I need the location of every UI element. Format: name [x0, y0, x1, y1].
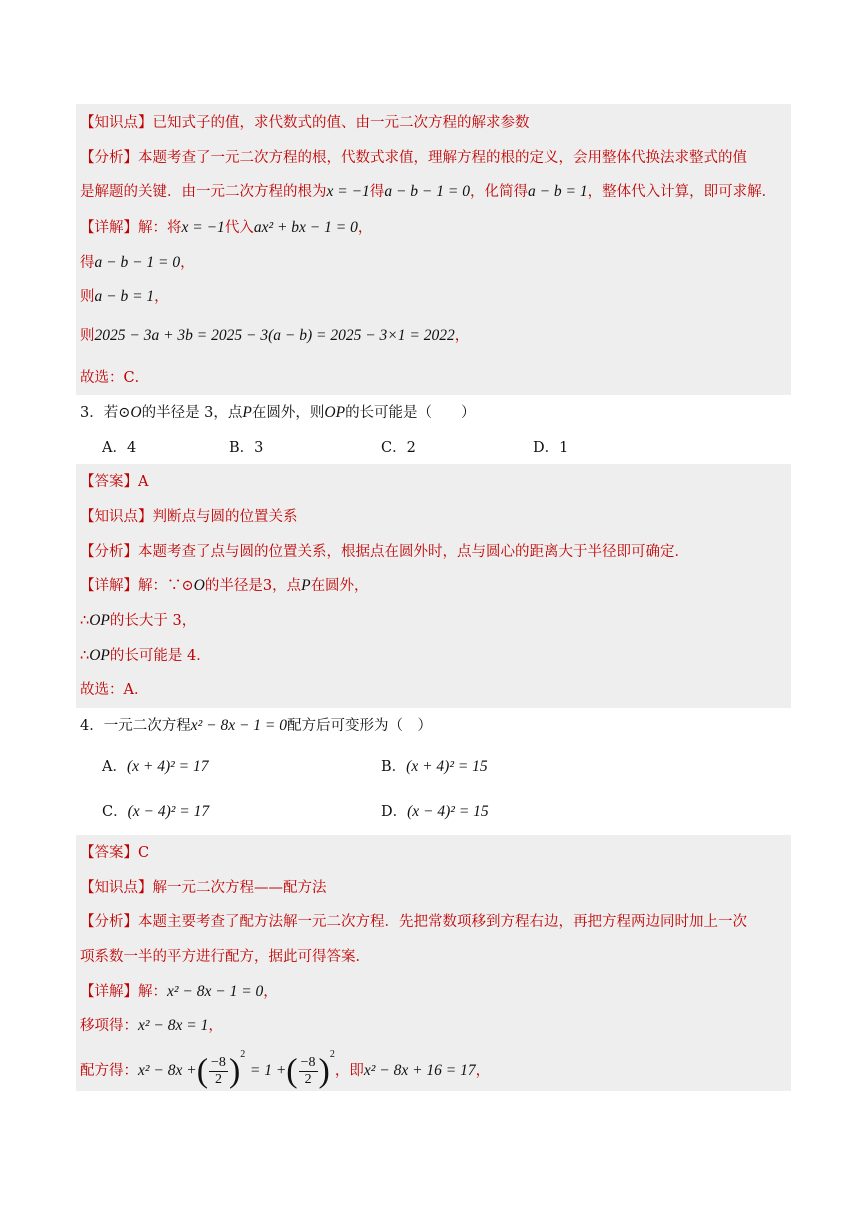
- detail-text: ∴: [80, 648, 90, 664]
- option-math: (x − 4)² = 17: [127, 803, 210, 820]
- q2-detail-line-3: [80, 287, 169, 307]
- knowledge-tag: 【知识点】: [80, 880, 153, 896]
- analysis-tag: 【分析】: [80, 544, 138, 560]
- q4-analysis-line-1: [80, 912, 747, 932]
- math-expression: a − b − 1 = 0: [384, 183, 470, 200]
- q3-option-d[interactable]: D．1: [533, 440, 569, 456]
- math-expression: x² − 8x − 1 = 0: [190, 717, 288, 734]
- question-text: 配方后可变形为（ ）: [287, 718, 433, 734]
- q4-answer-line: [80, 843, 149, 863]
- analysis-text: 是解题的关键．由一元二次方程的根为: [80, 184, 327, 200]
- math-expression: x² − 8x +: [138, 1062, 197, 1080]
- question-text: 的长可能是（ ）: [345, 405, 476, 421]
- q3-option-b[interactable]: B．3: [229, 440, 264, 456]
- math-expression: x² − 8x = 1: [138, 1017, 209, 1034]
- math-symbol: P: [242, 404, 252, 421]
- math-symbol: O: [130, 404, 142, 421]
- knowledge-text: 解一元二次方程——配方法: [152, 880, 327, 896]
- q4-option-a[interactable]: [102, 757, 209, 777]
- analysis-tag: 【分析】: [80, 914, 138, 930]
- knowledge-text: 判断点与圆的位置关系: [152, 509, 298, 525]
- detail-text: ，即: [334, 1063, 364, 1080]
- analysis-text: 得: [369, 184, 385, 200]
- detail-text: ，: [154, 289, 169, 305]
- knowledge-text: 已知式子的值，求代数式的值、由一元二次方程的解求参数: [152, 115, 530, 131]
- q4-option-b[interactable]: [381, 757, 488, 777]
- q3-detail-line-1: [80, 576, 369, 596]
- q4-question: [80, 716, 432, 736]
- analysis-tag: 【分析】: [80, 150, 138, 166]
- q2-analysis-line-1: [80, 148, 747, 168]
- q3-knowledge-line: [80, 507, 298, 527]
- analysis-text: ，化简得: [469, 184, 528, 200]
- detail-text: ，: [208, 1018, 223, 1034]
- detail-text: ∴: [80, 613, 90, 629]
- q2-choice-line: [80, 368, 149, 388]
- answer-tag: 【答案】: [80, 845, 138, 861]
- answer-tag: 【答案】: [80, 474, 138, 490]
- detail-text: 得: [80, 255, 95, 271]
- option-letter: D．: [381, 804, 408, 820]
- detail-text: ，: [454, 328, 470, 344]
- detail-text: 移项得：: [80, 1018, 138, 1034]
- answer-value: C: [138, 845, 150, 861]
- detail-text: 解：将: [138, 220, 182, 236]
- q4-detail-line-2: [80, 1016, 223, 1036]
- math-expression: x² − 8x − 1 = 0: [167, 983, 264, 1000]
- fraction-numerator: −8: [300, 1055, 316, 1070]
- detail-text: 的半径是3，点: [204, 578, 302, 594]
- detail-text: 配方得：: [80, 1063, 138, 1080]
- choice-text: 故选：C．: [80, 370, 150, 386]
- q4-option-c[interactable]: [102, 802, 209, 822]
- fraction-numerator: −8: [211, 1055, 226, 1070]
- detail-tag: 【详解】: [80, 220, 138, 236]
- math-expression: = 1 +: [249, 1062, 287, 1080]
- fraction: [299, 1055, 318, 1088]
- math-expression: a − b = 1: [94, 288, 155, 305]
- detail-tag: 【详解】: [80, 578, 138, 594]
- detail-text: 则: [80, 328, 95, 344]
- q4-option-d[interactable]: [381, 802, 489, 822]
- q4-detail-line-3: [80, 1049, 491, 1090]
- detail-text: 解：∵⊙: [138, 578, 194, 594]
- math-expression: x = −1: [326, 183, 370, 200]
- question-text: 的半径是 3，点: [141, 405, 243, 421]
- q3-option-a[interactable]: A．4: [102, 440, 137, 456]
- analysis-text: ，整体代入计算，即可求解．: [587, 184, 777, 200]
- analysis-text: 项系数一半的平方进行配方，据此可得答案．: [80, 949, 370, 965]
- q2-analysis-line-2: [80, 182, 776, 202]
- math-symbol: OP: [89, 647, 110, 664]
- math-expression: x² − 8x + 16 = 17: [363, 1062, 476, 1080]
- fraction-denominator: 2: [304, 1072, 312, 1087]
- fraction-denominator: 2: [214, 1072, 222, 1087]
- option-math: (x + 4)² = 17: [126, 758, 209, 775]
- q2-detail-line-1: [80, 218, 372, 238]
- math-expression: ax² + bx − 1 = 0: [253, 219, 358, 236]
- q3-detail-line-2: [80, 611, 196, 631]
- detail-tag: 【详解】: [80, 984, 138, 1000]
- math-symbol: O: [193, 577, 205, 594]
- math-expression: a − b = 1: [527, 183, 588, 200]
- detail-text: 解：: [138, 984, 167, 1000]
- math-symbol: OP: [324, 404, 346, 421]
- q3-detail-line-3: [80, 646, 211, 666]
- q4-analysis-line-2: [80, 947, 370, 967]
- option-letter: A．: [102, 759, 127, 775]
- analysis-text: 本题考查了点与圆的位置关系，根据点在圆外时，点与圆心的距离大于半径即可确定．: [138, 544, 689, 560]
- detail-text: 则: [80, 289, 95, 305]
- q4-detail-line-1: [80, 982, 278, 1002]
- math-expression: x = −1: [181, 219, 225, 236]
- q3-answer-line: [80, 472, 148, 492]
- q3-question: [80, 403, 476, 423]
- q3-option-c[interactable]: C．2: [381, 440, 416, 456]
- q2-detail-line-2: [80, 253, 195, 273]
- detail-text: 的长大于 3，: [109, 613, 197, 629]
- knowledge-tag: 【知识点】: [80, 115, 153, 131]
- q2-detail-line-4: [80, 326, 469, 346]
- option-letter: C．: [102, 804, 128, 820]
- detail-text: 代入: [224, 220, 254, 236]
- question-text: 3．若⊙: [80, 405, 131, 421]
- analysis-text: 本题考查了一元二次方程的根，代数式求值，理解方程的根的定义，会用整体代换法求整式的值: [138, 150, 747, 166]
- detail-text: ，: [475, 1063, 491, 1080]
- question-text: 4．一元二次方程: [80, 718, 191, 734]
- detail-text: 在圆外，: [310, 578, 369, 594]
- math-symbol: OP: [89, 612, 110, 629]
- detail-text: ，: [357, 220, 373, 236]
- fraction: [209, 1055, 228, 1088]
- detail-text: ，: [263, 984, 278, 1000]
- detail-text: 的长可能是 4．: [109, 648, 211, 664]
- q3-analysis-line: [80, 542, 689, 562]
- math-expression: a − b − 1 = 0: [94, 254, 181, 271]
- choice-text: 故选：A．: [80, 682, 149, 698]
- analysis-text: 本题主要考查了配方法解一元二次方程．先把常数项移到方程右边，再把方程两边同时加上一次: [138, 914, 747, 930]
- math-symbol: P: [301, 577, 311, 594]
- answer-value: A: [138, 474, 149, 490]
- knowledge-tag: 【知识点】: [80, 509, 153, 525]
- fraction-group: ( $\frac{-8}{2}$ )$^2$: [286, 1049, 335, 1090]
- math-expression: 2025 − 3a + 3b = 2025 − 3(a − b) = 2025 − 3×1 = 2022: [94, 327, 455, 344]
- question-text: 在圆外，则: [251, 405, 325, 421]
- q3-choice-line: [80, 680, 148, 700]
- option-letter: B．: [381, 759, 407, 775]
- q2-knowledge-line: [80, 113, 530, 133]
- detail-text: ，: [180, 255, 195, 271]
- option-math: (x + 4)² = 15: [406, 758, 488, 775]
- q4-knowledge-line: [80, 878, 327, 898]
- option-math: (x − 4)² = 15: [407, 803, 489, 820]
- fraction-group: ( $\frac{-8}{2}$ )$^2$: [196, 1049, 246, 1090]
